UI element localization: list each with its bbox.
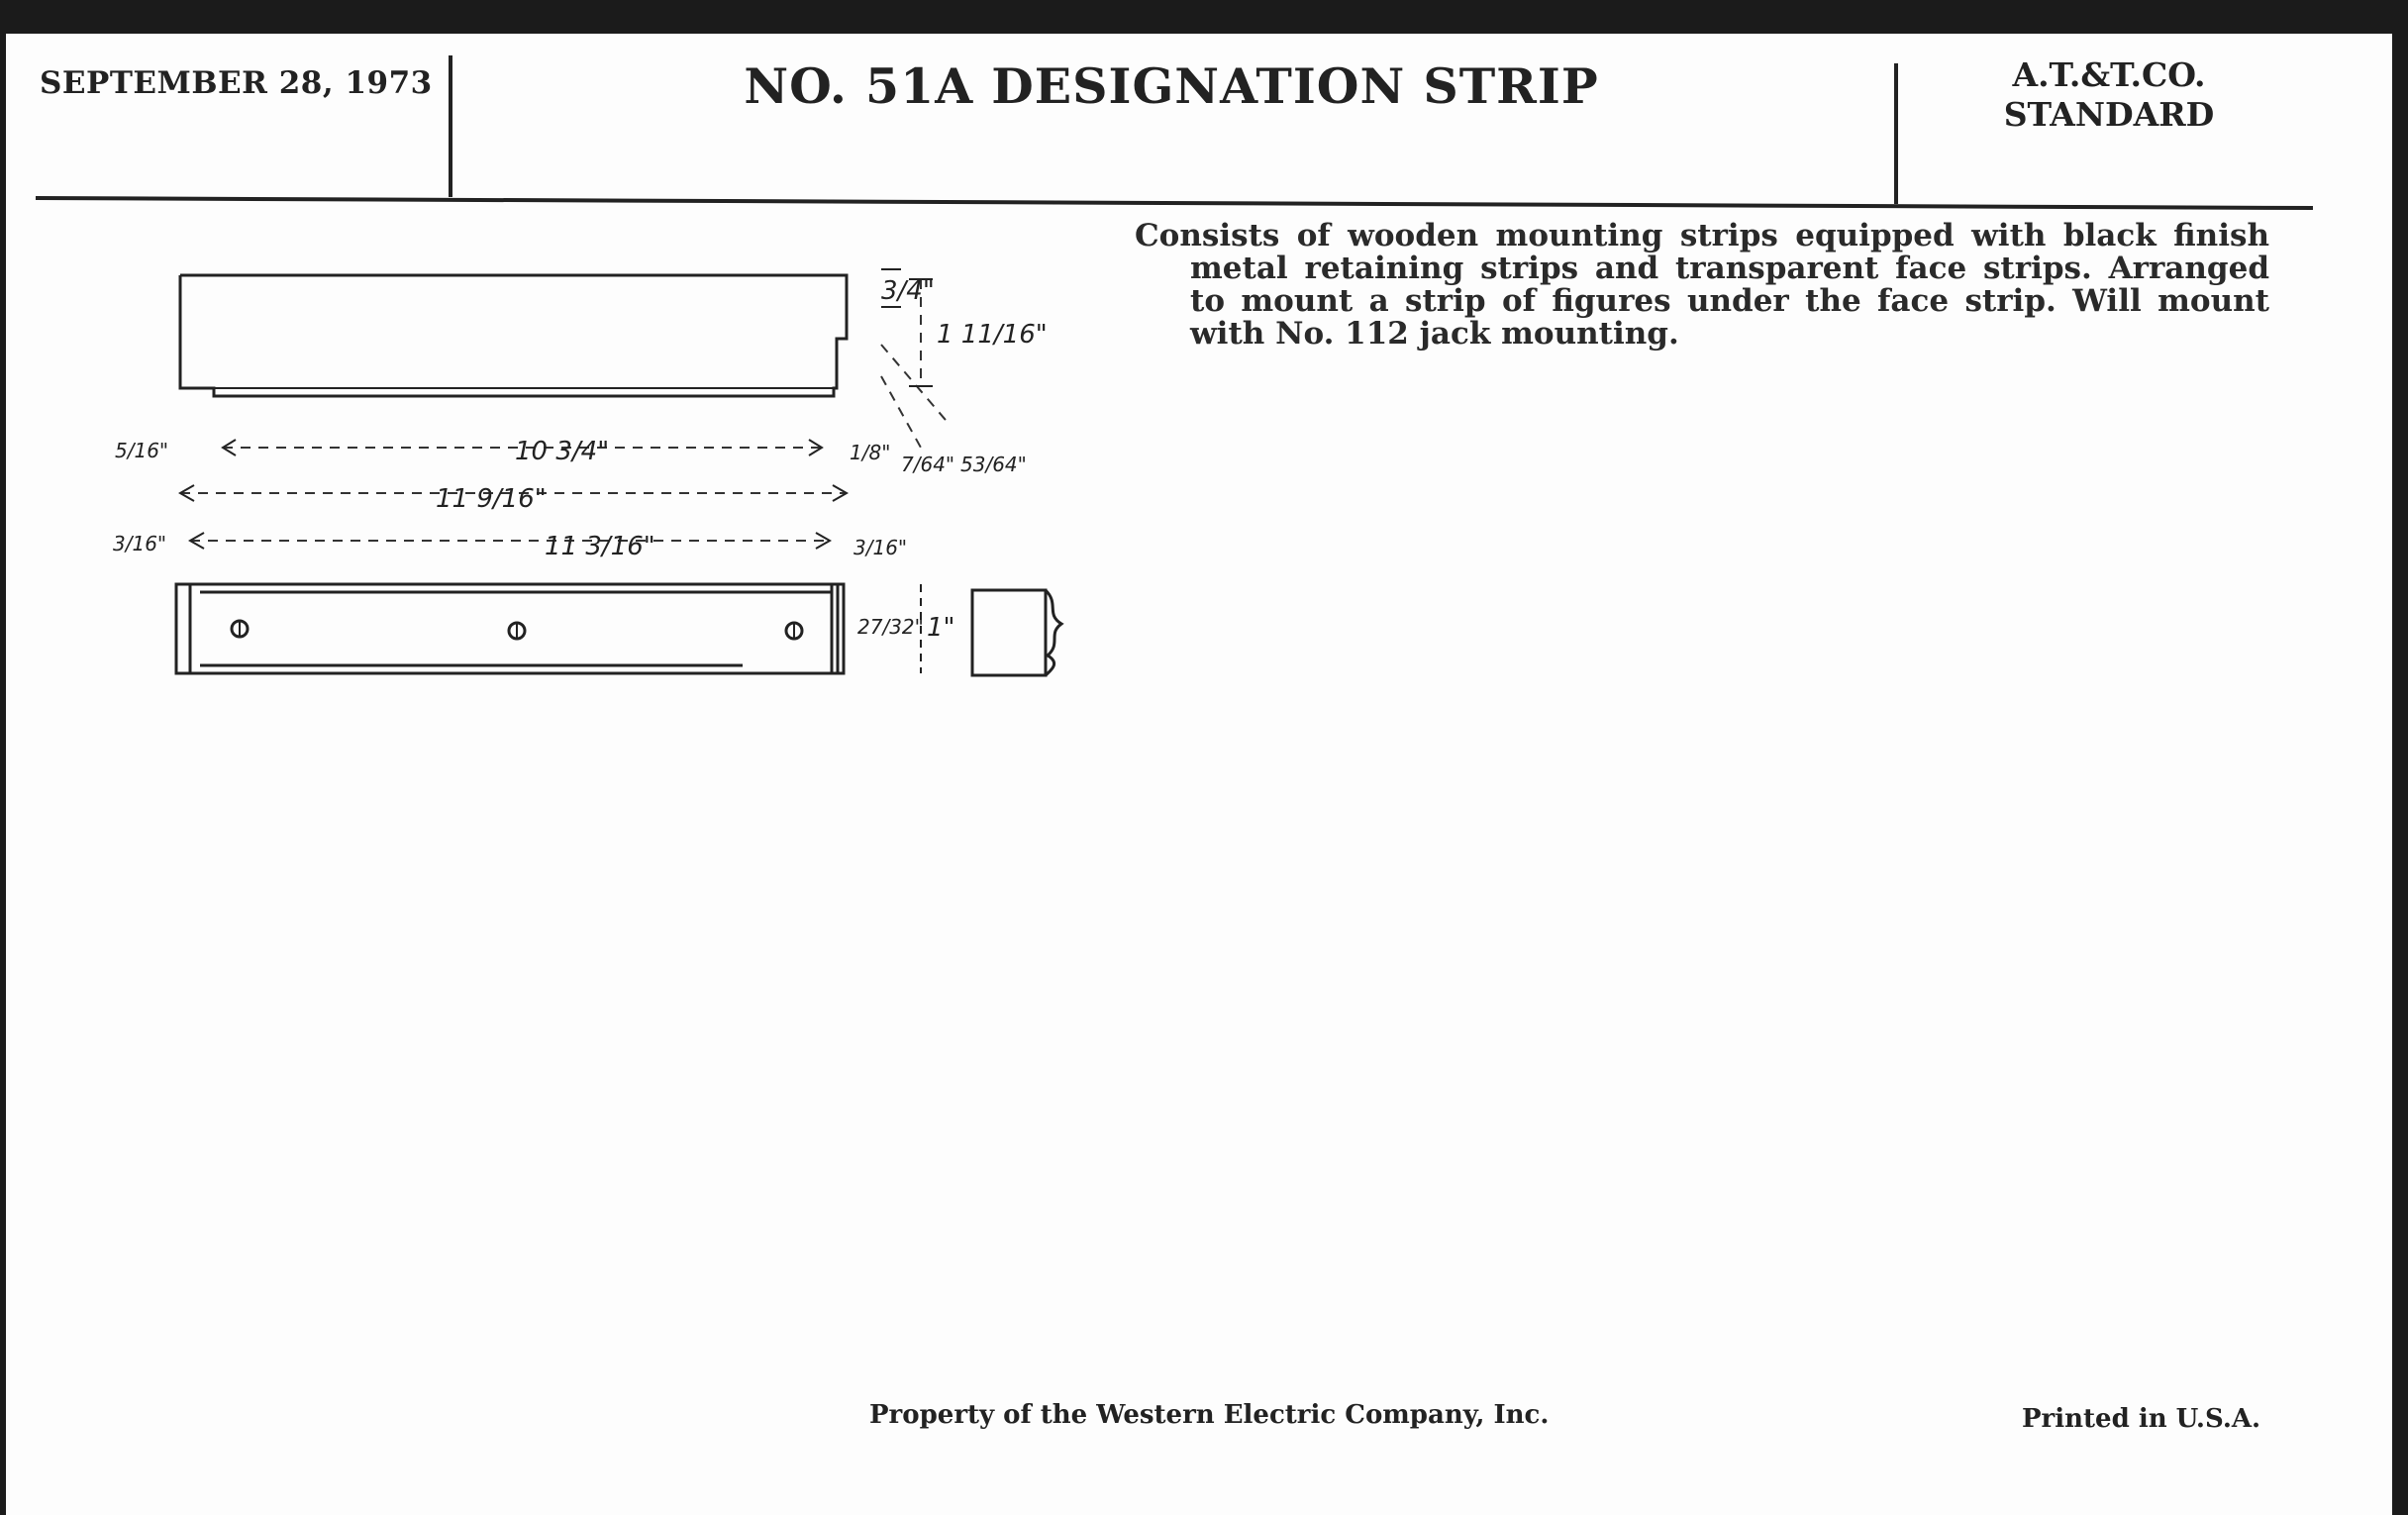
dim-5-16: 5/16" <box>115 439 169 462</box>
standard-line-2: STANDARD <box>2003 95 2215 134</box>
strip-end-view <box>972 590 1046 675</box>
dim-3-16-left: 3/16" <box>113 532 167 556</box>
dim-1-8: 1/8" <box>850 441 891 464</box>
dim-27-32: 27/32" <box>857 615 924 639</box>
dim-53-64: 53/64" <box>960 453 1027 476</box>
issue-date: SEPTEMBER 28, 1973 <box>40 65 433 101</box>
printed-notice: Printed in U.S.A. <box>2022 1404 2261 1434</box>
dim-7-64: 7/64" <box>901 453 955 476</box>
description-text: Consists of wooden mounting strips equipped with black finish metal retaining strips and transparent face strips. Arranged to mount a strip of figures under the face strip. Will mount with No. 112 jack mounting. <box>1135 218 2269 352</box>
dim-1: 1" <box>927 613 955 643</box>
dim-11-9-16: 11 9/16" <box>436 484 547 514</box>
dim-1-11-16: 1 11/16" <box>937 320 1048 350</box>
dim-3-4: 3/4" <box>881 276 935 306</box>
dim-10-3-4: 10 3/4" <box>515 437 610 466</box>
property-notice: Property of the Western Electric Company, Inc. <box>869 1400 1550 1430</box>
dim-11-3-16: 11 3/16" <box>545 532 655 561</box>
page-title: NO. 51A DESIGNATION STRIP <box>744 57 1599 115</box>
standard-mark <box>1896 55 2322 135</box>
header-divider-left <box>449 55 452 197</box>
technical-drawing <box>109 228 1099 683</box>
standard-line-1: A.T.&T.CO. <box>2012 55 2206 94</box>
dim-3-16-right: 3/16" <box>853 536 908 559</box>
strip-side-view <box>180 275 847 396</box>
